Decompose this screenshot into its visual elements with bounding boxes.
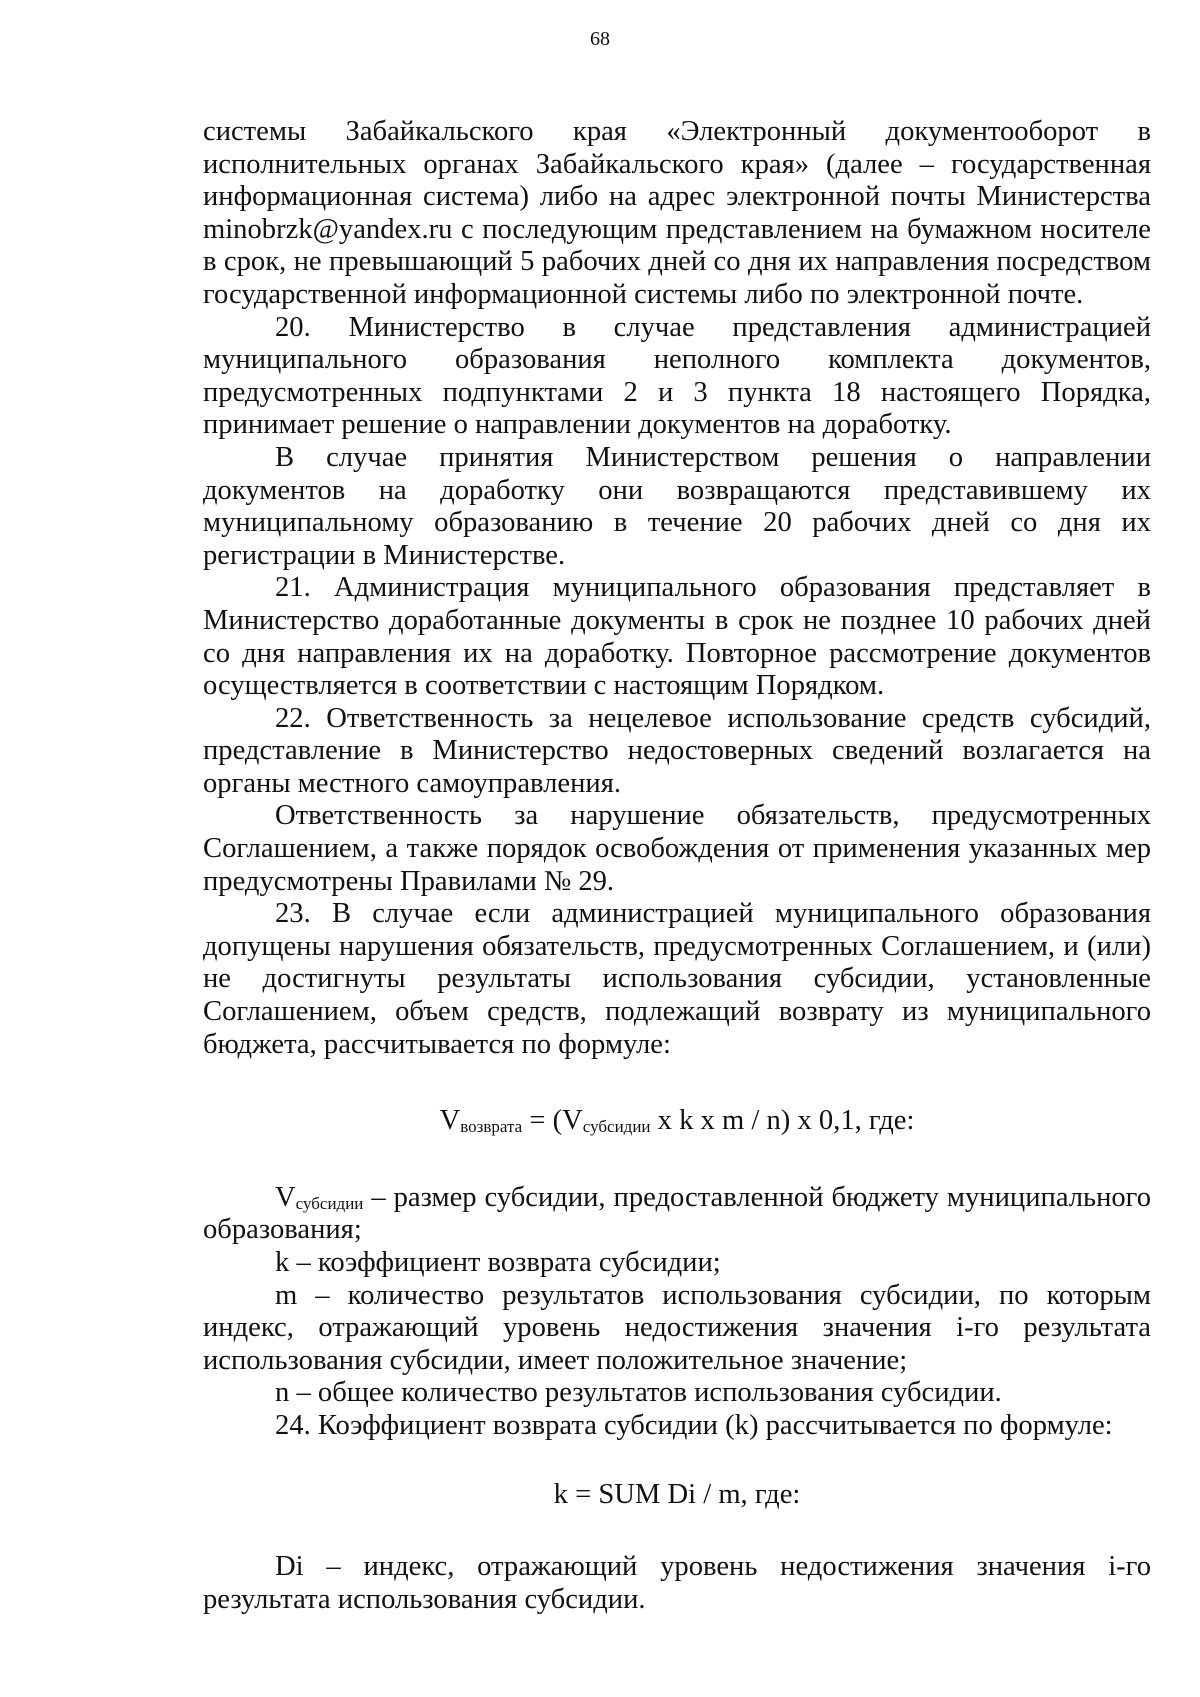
formula-return-volume [203, 1105, 1151, 1138]
paragraph-24: 24. Коэффициент возврата субсидии (k) рассчитывается по формуле: [275, 1409, 1113, 1441]
definition-di: Di – индекс, отражающий уровень недостижения значения i-го результата использования субсидии. [203, 1551, 1151, 1615]
formula-sub-subsidy: субсидии [582, 1117, 651, 1137]
formula-coefficient: k = SUM Di / m, где: [553, 1478, 801, 1510]
page-number: 68 [590, 28, 610, 50]
definition-v-text: – размер субсидии, предоставленной бюджету муниципального образования; [203, 1181, 1151, 1246]
paragraph-continuation: системы Забайкальского края «Электронный документооборот в исполнительных органах Забайкальского края» (далее – государственная информационная система) либо на адрес электронной почты Министерства minobrzk@yandex.ru с последующим представлением на бумажном носителе в срок, не превышающий 5 рабочих дней со дня их направления посредством государственной информационной системы либо по электронной почте. [203, 116, 1151, 310]
definition-k: k – коэффициент возврата субсидии; [275, 1247, 721, 1278]
paragraph-22-responsibility: Ответственность за нарушение обязательств, предусмотренных Соглашением, а также порядок освобождения от применения указанных мер предусмотрены Правилами № 29. [203, 800, 1151, 897]
document-body [203, 116, 1151, 1616]
formula-sub-return: возврата [460, 1117, 523, 1137]
definition-m: m – количество результатов использования субсидии, по которым индекс, отражающий уровень недостижения значения i-го результата использования субсидии, имеет положительное значение; [203, 1279, 1151, 1376]
definition-v-sub: субсидии [295, 1193, 364, 1213]
formula-eq-open: = (V [522, 1105, 583, 1137]
definition-v-subsidy: $V_{субсидии}$ – размер субсидии, предоставленной бюджету муниципального образования; [203, 1181, 1151, 1246]
formula-v: V [439, 1105, 461, 1137]
paragraph-20-return: В случае принятия Министерством решения о направлении документов на доработку они возвращаются представившему их муниципальному образованию в течение 20 рабочих дней со дня их регистрации в Министерстве. [203, 441, 1151, 571]
paragraph-22: 22. Ответственность за нецелевое использование средств субсидий, представление в Министерство недостоверных сведений возлагается на органы местного самоуправления. [203, 702, 1151, 799]
paragraph-20: 20. Министерство в случае представления администрацией муниципального образования неполного комплекта документов, предусмотренных подпунктами 2 и 3 пункта 18 настоящего Порядка, принимает решение о направлении документов на доработку. [203, 311, 1151, 441]
paragraph-21: 21. Администрация муниципального образования представляет в Министерство доработанные документы в срок не позднее 10 рабочих дней со дня направления их на доработку. Повторное рассмотрение документов осуществляется в соответствии с настоящим Порядком. [203, 572, 1151, 702]
definition-n: n – общее количество результатов использования субсидии. [275, 1377, 1002, 1409]
formula-rest: x k x m / n) x 0,1, где: [650, 1105, 915, 1137]
paragraph-23: 23. В случае если администрацией муниципального образования допущены нарушения обязательств, предусмотренных Соглашением, и (или) не достигнуты результаты использования субсидии, установленные Соглашением, объем средств, подлежащий возврату из муниципального бюджета, рассчитывается по формуле: [203, 898, 1151, 1060]
